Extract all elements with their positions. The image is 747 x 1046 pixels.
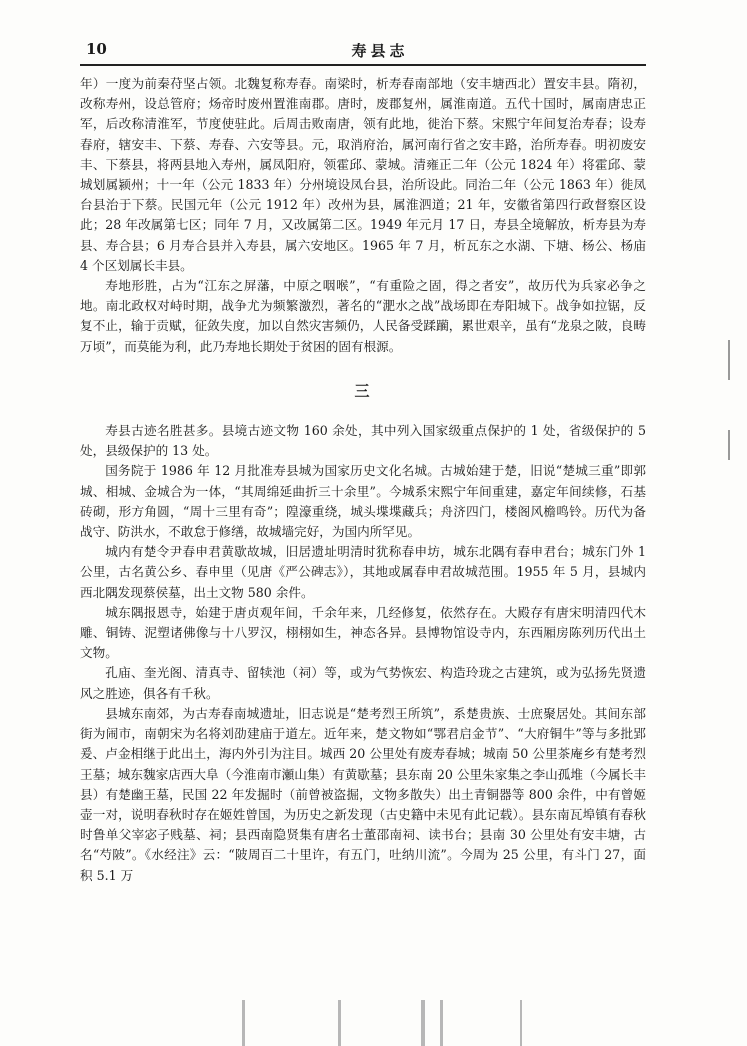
scan-artifact	[520, 1000, 522, 1046]
page-header	[0, 0, 747, 68]
paragraph-relics-overview: 寿县古迹名胜甚多。县境古迹文物 160 余处，其中列入国家级重点保护的 1 处，省级保护的 5 处，县级保护的 13 处。	[80, 423, 646, 459]
paragraph-ancient-city: 国务院于 1986 年 12 月批准寿县城为国家历史文化名城。古城始建于楚，旧说“楚城三重”即郭城、相城、金城合为一体，“其周绵延曲折三十余里”。今城系宋熙宁年间重建，嘉定年间续修，石基砖砌，形方角圆，“周十三里有奇”；隍濠重绕，城头堞堞藏兵；舟济四门，楼阁风檐鸣铃。历代为备战守、防洪水，不敢怠于修缮，故城墙完好，为国内所罕见。	[80, 463, 646, 540]
scan-artifact	[338, 1000, 341, 1046]
paragraph-chunshen-city: 城内有楚令尹春申君黄歇故城，旧居遗址明清时犹称春申坊，城东北隅有春申君台；城东门外 1 公里，古名黄公乡、春申里（见唐《严公碑志》），其地或属春申君故城范围。1955 年 5 月，县城内西北隅发现蔡侯墓，出土文物 580 余件。	[80, 544, 646, 600]
page-number: 10	[86, 40, 107, 58]
scan-artifact	[440, 1000, 443, 1046]
book-title: 寿县志	[351, 42, 409, 60]
paragraph-history-continued: 年）一度为前秦苻坚占领。北魏复称寿春。南梁时，析寿春南部地（安丰塘西北）置安丰县。隋初，改称寿州，设总管府；炀帝时废州置淮南郡。唐时，废郡复州，属淮南道。五代十国时，属南唐忠正军，后改称清淮军，节度使驻此。后周击败南唐，领有此地，徙治下蔡。宋熙宁年间复治寿春；设寿春府，辖安丰、下蔡、寿春、六安等县。元，取消府治，属河南行省之安丰路，治所寿春。明初废安丰、下蔡县，将两县地入寿州，属凤阳府，领霍邱、蒙城。清雍正二年（公元 1824 年）将霍邱、蒙城划属颍州；十一年（公元 1833 年）分州境设凤台县，治所设此。同治二年（公元 1863 年）徙凤台县治于下蔡。民国元年（公元 1912 年）改州为县，属淮泗道；21 年，安徽省第四行政督察区设此；28 年改属第七区；同年 7 月，又改属第二区。1949 年元月 17 日，寿县全境解放，析寿县为寿县、寿合县；6 月寿合县并入寿县，属六安地区。1965 年 7 月，析瓦东之水湖、下塘、杨公、杨庙 4 个区划属长丰县。	[80, 76, 646, 273]
scan-artifact	[242, 1000, 245, 1046]
body-text	[80, 74, 646, 886]
paragraph-baoen-temple: 城东隅报恩寺，始建于唐贞观年间，千余年来，几经修复，依然存在。大殿存有唐宋明清四代木雕、铜铸、泥塑诸佛像与十八罗汉，栩栩如生，神态各异。县博物馆设寺内，东西厢房陈列历代出土文物。	[80, 604, 646, 661]
paragraph-terrain: 寿地形胜，占为“江东之屏藩，中原之咽喉”，“有重险之固，得之者安”，故历代为兵家必争之地。南北政权对峙时期，战争尤为频繁激烈，著名的“淝水之战”战场即在寿阳城下。战争如拉锯，反复不止，输于贡赋，征敛失度，加以自然灾害频仍，人民备受蹂躏，累世艰辛，虽有“龙泉之陂，良畴万顷”，而莫能为利，此乃寿地长期处于贫困的固有根源。	[80, 278, 646, 354]
scan-edge-mark	[728, 340, 730, 380]
header-rule	[80, 64, 646, 66]
paragraph-ancient-buildings: 孔庙、奎光阁、清真寺、留犊池（祠）等，或为气势恢宏、构造玲珑之古建筑，或为弘扬先贤遗风之胜迹，俱各有千秋。	[80, 665, 646, 701]
scan-edge-mark	[728, 430, 730, 460]
section-heading: 三	[354, 381, 372, 400]
paragraph-southeast-suburb: 县城东南郊，为古寿春南城遗址，旧志说是“楚考烈王所筑”，系楚贵族、士庶聚居处。其间东部街为闹市，南朝宋为名将刘劭建庙于道左。近年来，楚文物如“鄂君启金节”、“大府铜牛”等与多批郢爰、卢金相继于此出土，海内外引为注目。城西 20 公里处有废寿春城；城南 50 公里茶庵乡有楚考烈王墓；城东魏家店西大阜（今淮南市瀬山集）有黄歇墓；县东南 20 公里朱家集之李山孤堆（今属长丰县）有楚幽王墓，民国 22 年发掘时（前曾被盗掘，文物多散失）出土青铜器等 800 余件，中有曾姬壶一对，说明春秋时存在姬姓曾国，为历史之新发现（古史籍中未见有此记载）。县东南瓦埠镇有春秋时鲁单父宰宓子贱墓、祠；县西南隐贤集有唐名士董邵南祠、读书台；县南 30 公里处有安丰塘，古名“芍陂”。《水经注》云：“陂周百二十里许，有五门，吐纳川流”。今周为 25 公里，有斗门 27，面积 5.1 万	[80, 705, 646, 883]
scan-artifact	[421, 1000, 425, 1046]
